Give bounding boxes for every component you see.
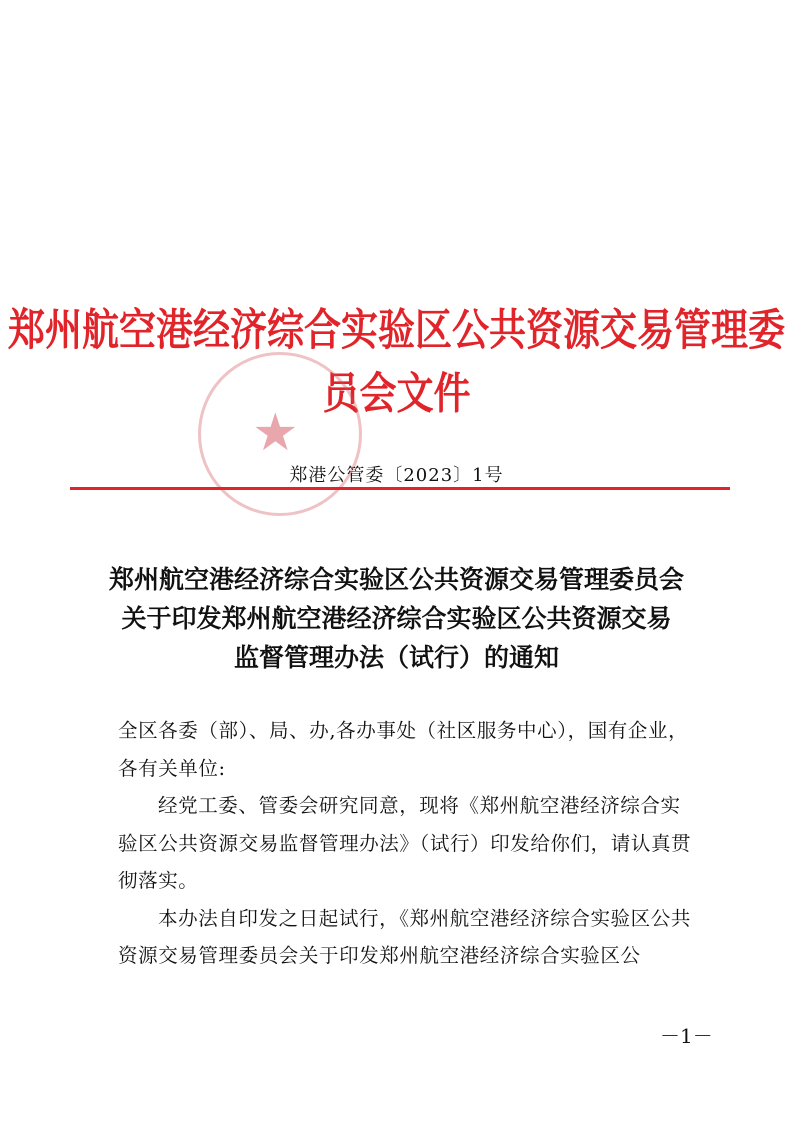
notice-title-line-3: 监督管理办法（试行）的通知 xyxy=(233,643,559,672)
notice-title xyxy=(60,560,733,677)
body-paragraph-2: 本办法自印发之日起试行，《郑州航空港经济综合实验区公共资源交易管理委员会关于印发郑州航空港经济综合实验区公 xyxy=(118,906,691,967)
body-paragraph-1: 经党工委、管委会研究同意，现将《郑州航空港经济综合实验区公共资源交易监督管理办法》（试行）印发给你们，请认真贯彻落实。 xyxy=(118,794,692,892)
notice-title-line-1: 郑州航空港经济综合实验区公共资源交易管理委员会 xyxy=(108,565,684,594)
addressee: 全区各委（部）、局、办,各办事处（社区服务中心），国有企业，各有关单位: xyxy=(118,719,689,780)
star-icon: ★ xyxy=(252,403,299,463)
document-number: 郑港公管委〔2023〕1号 xyxy=(289,465,504,486)
official-seal xyxy=(198,352,362,516)
notice-body xyxy=(118,712,700,975)
notice-title-line-2: 关于印发郑州航空港经济综合实验区公共资源交易 xyxy=(121,604,672,633)
issuing-authority-title: 郑州航空港经济综合实验区公共资源交易管理委员会文件 xyxy=(8,304,785,420)
page-number: －1－ xyxy=(660,1024,713,1048)
red-divider xyxy=(70,487,730,490)
